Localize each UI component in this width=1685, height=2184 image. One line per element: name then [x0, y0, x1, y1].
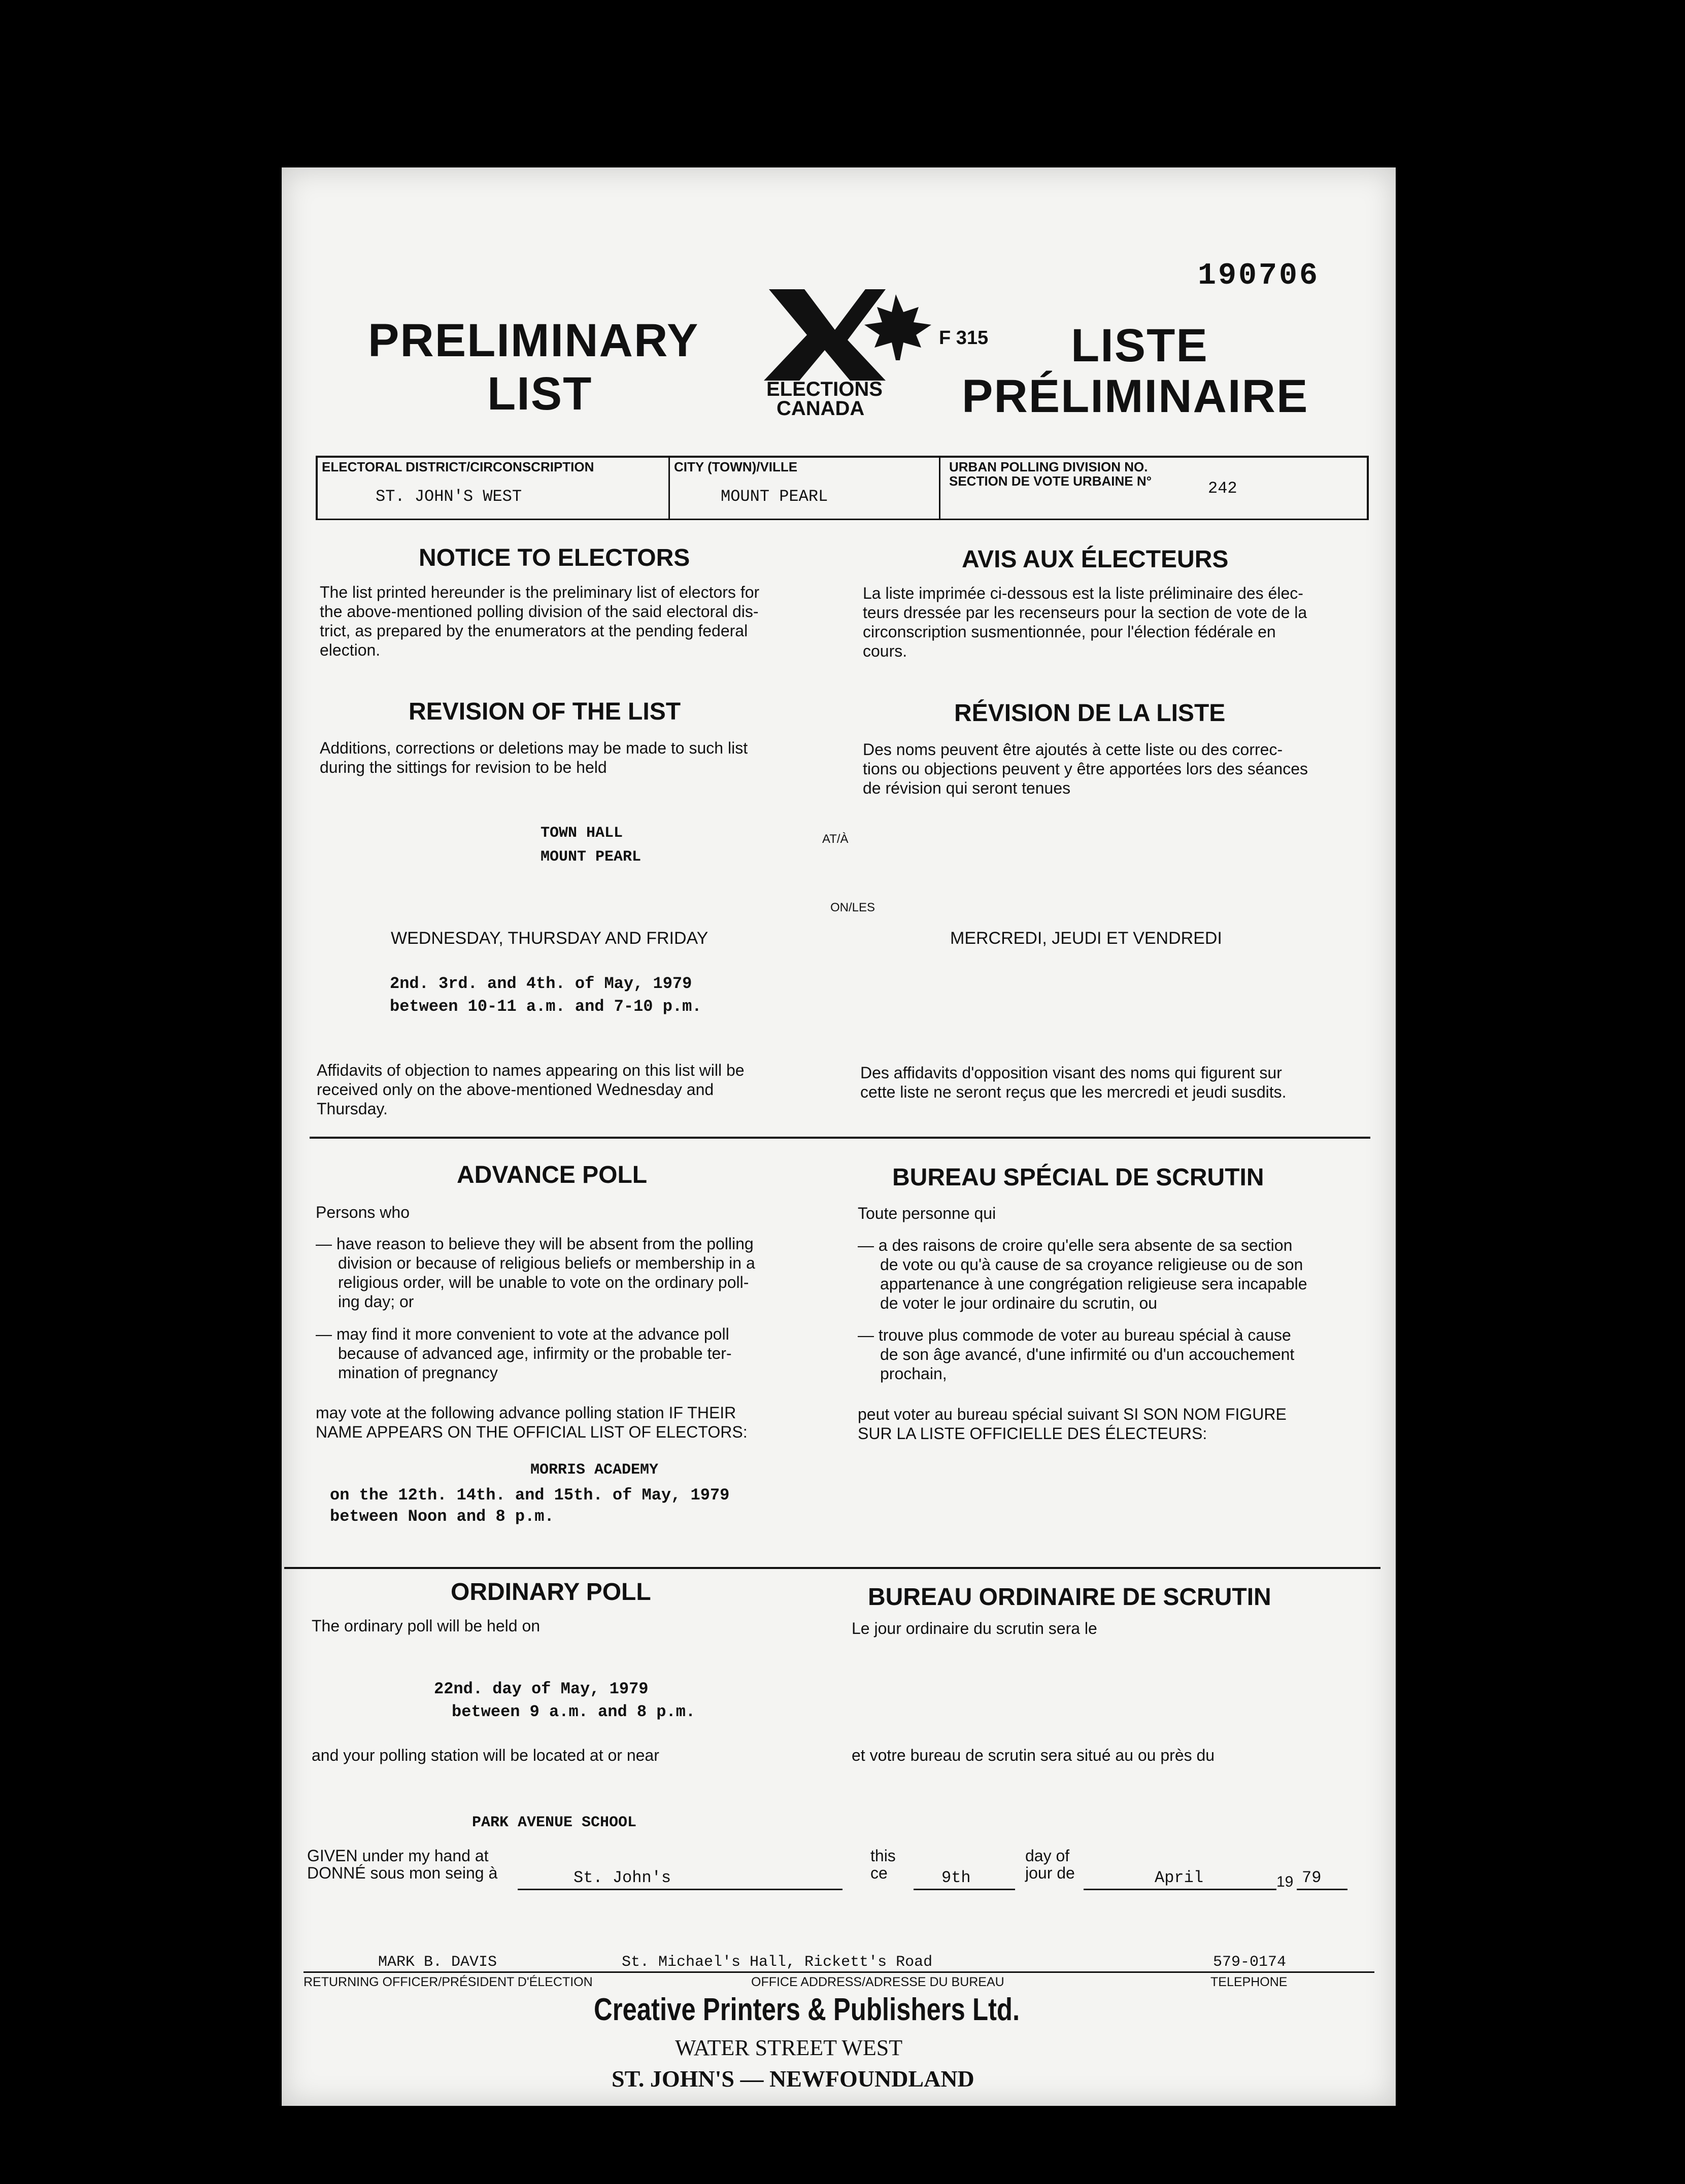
given-place: St. John's	[574, 1868, 671, 1887]
form-code: F 315	[939, 327, 989, 349]
notice-text-fr: La liste imprimée ci-dessous est la liste préliminaire des élec- teurs dressée par les recenseurs pour la section de vote de la circonscription susmentionnée, pour l'élection fédérale en cours.	[863, 584, 1307, 660]
poll-value: 242	[1208, 479, 1237, 498]
title-en-line1: PRELIMINARY	[368, 315, 699, 366]
ordinary-heading-en: ORDINARY POLL	[451, 1579, 651, 1606]
advance-vote-fr: peut voter au bureau spécial suivant SI SON NOM FIGURE SUR LA LISTE OFFICIELLE DES ÉLECTEURS:	[858, 1405, 1287, 1443]
serial-number: 190706	[1198, 259, 1320, 293]
dayof-label: day of jour de	[1025, 1847, 1075, 1882]
poll-label-1: URBAN POLLING DIVISION NO.	[949, 459, 1148, 474]
revision-place-1: TOWN HALL	[541, 825, 623, 842]
revision-dates-1: 2nd. 3rd. and 4th. of May, 1979	[390, 974, 692, 993]
elections-canada-logo-icon	[759, 284, 931, 386]
printer-line-2: WATER STREET WEST	[675, 2035, 903, 2060]
day-value: 9th	[941, 1868, 971, 1887]
printer-line-3: ST. JOHN'S — NEWFOUNDLAND	[612, 2066, 974, 2092]
office-label: OFFICE ADDRESS/ADRESSE DU BUREAU	[751, 1975, 1004, 1989]
ordinary-date-1: 22nd. day of May, 1979	[434, 1680, 649, 1698]
title-fr-line1: LISTE	[1071, 320, 1208, 371]
ordinary-location-en: and your polling station will be located at or near	[312, 1746, 659, 1764]
title-en-line2: LIST	[487, 368, 593, 420]
advance-intro-en: Persons who	[316, 1203, 410, 1221]
advance-item1-fr: — a des raisons de croire qu'elle sera absente de sa section de vote ou qu'à cause de sa croyance religieuse ou de son appartenance à une congrégation religieuse sera incapable de voter le jour ordinaire du scrutin, ou	[858, 1236, 1307, 1312]
revision-heading-fr: RÉVISION DE LA LISTE	[954, 700, 1226, 727]
officer-label: RETURNING OFFICER/PRÉSIDENT D'ÉLECTION	[304, 1975, 593, 1989]
year-prefix: 19	[1276, 1873, 1294, 1890]
revision-days-en: WEDNESDAY, THURSDAY AND FRIDAY	[391, 929, 709, 948]
revision-place-2: MOUNT PEARL	[541, 848, 642, 866]
telephone-label: TELEPHONE	[1210, 1975, 1288, 1989]
advance-item2-fr: — trouve plus commode de voter au bureau spécial à cause de son âge avancé, d'une infirmité ou d'un accouchement prochain,	[858, 1326, 1295, 1383]
advance-vote-en: may vote at the following advance polling station IF THEIR NAME APPEARS ON THE OFFICIAL LIST OF ELECTORS:	[316, 1404, 748, 1441]
advance-intro-fr: Toute personne qui	[858, 1204, 996, 1222]
this-label: this ce	[870, 1847, 896, 1882]
notice-text-en: The list printed hereunder is the preliminary list of electors for the above-mentioned polling division of the said electoral dis- trict, as prepared by the enumerators at the pending federal election.	[320, 583, 760, 659]
ordinary-date-2: between 9 a.m. and 8 p.m.	[452, 1702, 696, 1721]
year-value: 79	[1302, 1868, 1322, 1887]
advance-heading-en: ADVANCE POLL	[457, 1162, 648, 1188]
title-fr-line2: PRÉLIMINAIRE	[962, 370, 1309, 422]
logo-text-2: CANADA	[777, 397, 865, 420]
advance-dates-2: between Noon and 8 p.m.	[330, 1507, 554, 1526]
revision-affidavit-fr: Des affidavits d'opposition visant des noms qui figurent sur cette liste ne seront reçus que les mercredi et jeudi susdits.	[860, 1064, 1287, 1101]
given-label: GIVEN under my hand at DONNÉ sous mon seing à	[307, 1847, 498, 1882]
notice-heading-en: NOTICE TO ELECTORS	[419, 544, 690, 571]
revision-dates-2: between 10-11 a.m. and 7-10 p.m.	[390, 997, 702, 1016]
city-label: CITY (TOWN)/VILLE	[674, 459, 798, 474]
advance-station: MORRIS ACADEMY	[530, 1461, 659, 1479]
ordinary-station: PARK AVENUE SCHOOL	[472, 1814, 637, 1831]
district-label: ELECTORAL DISTRICT/CIRCONSCRIPTION	[322, 459, 594, 474]
logo-text-1: ELECTIONS	[766, 378, 883, 400]
revision-heading-en: REVISION OF THE LIST	[409, 698, 681, 725]
advance-item1-en: — have reason to believe they will be absent from the polling division or because of religious beliefs or membership in a religious order, will be unable to vote on the ordinary poll- ing day; or	[316, 1235, 755, 1311]
revision-days-fr: MERCREDI, JEUDI ET VENDREDI	[950, 929, 1222, 948]
ordinary-location-fr: et votre bureau de scrutin sera situé au ou près du	[852, 1746, 1215, 1764]
officer-name: MARK B. DAVIS	[378, 1954, 497, 1971]
city-value: MOUNT PEARL	[721, 487, 828, 506]
poll-label-2: SECTION DE VOTE URBAINE N°	[949, 473, 1152, 489]
advance-item2-en: — may find it more convenient to vote at the advance poll because of advanced age, infirmity or the probable ter- mination of pregnancy	[316, 1325, 732, 1382]
revision-text-en: Additions, corrections or deletions may be made to such list during the sittings for revision to be held	[320, 739, 748, 776]
ordinary-heading-fr: BUREAU ORDINAIRE DE SCRUTIN	[868, 1584, 1271, 1611]
revision-affidavit-en: Affidavits of objection to names appearing on this list will be received only on the above-mentioned Wednesday and Thursday.	[317, 1061, 745, 1118]
notice-heading-fr: AVIS AUX ÉLECTEURS	[962, 546, 1229, 573]
telephone-value: 579-0174	[1213, 1954, 1287, 1971]
office-address: St. Michael's Hall, Rickett's Road	[622, 1954, 933, 1971]
advance-dates-1: on the 12th. 14th. and 15th. of May, 1979	[330, 1486, 730, 1505]
printer-line-1: Creative Printers & Publishers Ltd.	[594, 1992, 1020, 2027]
at-label: AT/À	[822, 832, 849, 846]
district-value: ST. JOHN'S WEST	[376, 487, 522, 506]
on-label: ON/LES	[830, 901, 875, 914]
ordinary-intro-fr: Le jour ordinaire du scrutin sera le	[852, 1619, 1097, 1637]
month-value: April	[1155, 1868, 1204, 1887]
advance-heading-fr: BUREAU SPÉCIAL DE SCRUTIN	[892, 1164, 1264, 1191]
ordinary-intro-en: The ordinary poll will be held on	[312, 1617, 541, 1635]
revision-text-fr: Des noms peuvent être ajoutés à cette liste ou des correc- tions ou objections peuvent y être apportées lors des séances de révision qui seront tenues	[863, 740, 1308, 797]
